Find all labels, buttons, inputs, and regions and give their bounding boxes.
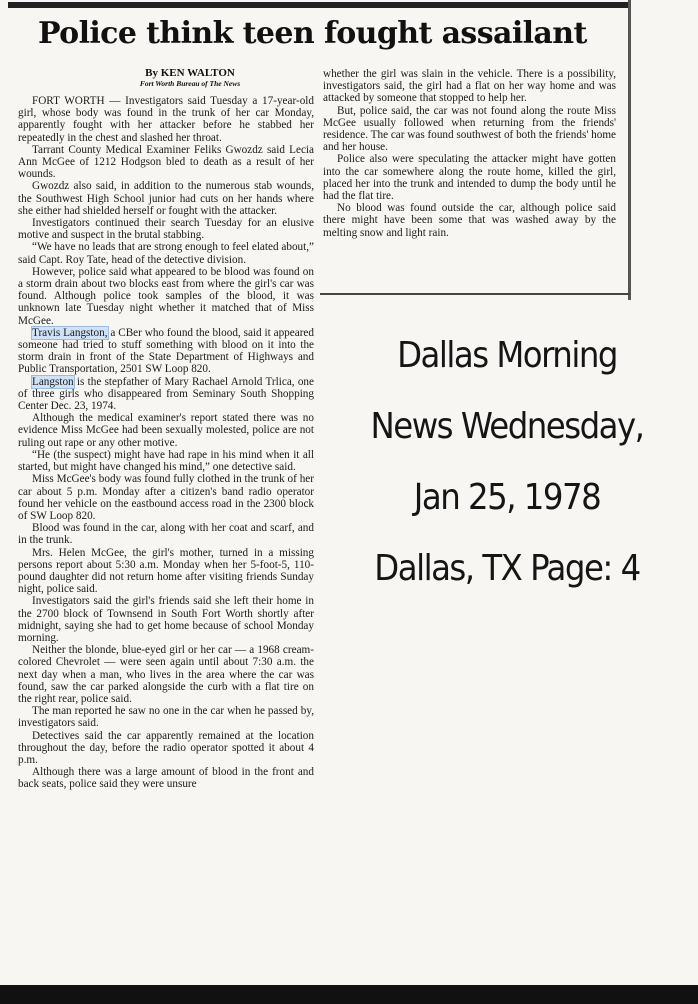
highlight-travis-langston[interactable]: Travis Langston,	[32, 326, 108, 339]
article-column-right	[323, 68, 616, 239]
paragraph-langston	[18, 376, 314, 413]
byline	[100, 67, 280, 88]
paragraph-travis	[18, 327, 314, 376]
paragraph-text: is the stepfather of Mary Rachael Arnold Trlica, one of three girls who disappeared from Seminary South Shopping Center Dec. 23, 1974.	[18, 375, 314, 413]
article-column-left	[18, 95, 314, 791]
section-rule	[320, 293, 630, 295]
paragraph: Blood was found in the car, along with her coat and scarf, and in the trunk.	[18, 522, 314, 547]
paragraph-text: a CBer who found the blood, said it appeared someone had tried to stuff something with blood on it into the storm drain in front of the State Department of Highways and Public Transportation, 2501 SW Loop 820.	[18, 326, 314, 376]
paragraph: Police also were speculating the attacker might have gotten into the car somewhere along the route home, killed the girl, placed her into the trunk and intended to dump the body until he had the flat tire.	[323, 153, 616, 203]
handwritten-source-note	[316, 320, 698, 604]
column-rule	[628, 0, 631, 300]
paragraph: “We have no leads that are strong enough to feel elated about,” said Capt. Roy Tate, head of the detective division.	[18, 241, 314, 266]
paragraph: Investigators continued their search Tuesday for an elusive motive and suspect in the brutal stabbing.	[18, 217, 314, 242]
paragraph: No blood was found outside the car, although police said there might have been some that was washed away by the melting snow and light rain.	[323, 202, 616, 239]
paragraph: “He (the suspect) might have had rape in his mind when it all started, but might have changed his mind,” one detective said.	[18, 448, 314, 474]
paragraph: Although there was a large amount of blood in the front and back seats, police said they were unsure	[18, 766, 314, 791]
headline: Police think teen fought assailant	[38, 16, 587, 51]
note-line: News Wednesday,	[370, 406, 644, 447]
byline-bureau: Fort Worth Bureau of The News	[139, 79, 241, 88]
paragraph: Gwozdz also said, in addition to the numerous stab wounds, the Southwest High School junior had cuts on her hands where she either had shielded herself or fought with the attacker.	[18, 180, 314, 217]
paragraph: Neither the blonde, blue-eyed girl or her car — a 1968 cream-colored Chevrolet — were seen again until about 7:30 a.m. the next day when a man, who lives in the area where the car was found, saw the car parked alongside the curb with a flat tire on the right rear, police said.	[18, 644, 314, 705]
paragraph: The man reported he saw no one in the car when he passed by, investigators said.	[18, 705, 314, 730]
note-line: Dallas Morning	[397, 335, 617, 376]
paragraph: However, police said what appeared to be blood was found on a storm drain about two blocks east from where the girl's car was found. Although police took samples of the blood, it was unknown late Tuesday night whether it matched that of Miss McGee.	[18, 265, 314, 327]
paragraph: whether the girl was slain in the vehicle. There is a possibility, investigators said, the girl had a flat on her way home and was attacked by someone that stopped to help her.	[323, 68, 616, 105]
bottom-shadow	[0, 985, 698, 1004]
paragraph: But, police said, the car was not found along the route Miss McGee usually followed when returning from the friends' residence. The car was found southwest of both the friends' home and her house.	[323, 104, 616, 154]
note-line: Dallas, TX Page: 4	[374, 548, 640, 589]
paragraph: Detectives said the car apparently remained at the location throughout the day, before the radio operator spotted it about 4 p.m.	[18, 729, 314, 766]
top-rule	[8, 2, 628, 8]
paragraph: Although the medical examiner's report stated there was no evidence Miss McGee had been sexually molested, police are not ruling out rape or any other motive.	[18, 412, 314, 449]
byline-author: By KEN WALTON	[145, 67, 235, 79]
paragraph: FORT WORTH — Investigators said Tuesday a 17-year-old girl, whose body was found in the trunk of her car Monday, apparently fought with her attacker before he stabbed her repeatedly in the chest and slashed her throat.	[18, 95, 314, 144]
paragraph: Investigators said the girl's friends said she left their home in the 2700 block of Townsend in South Fort Worth shortly after midnight, saying she had to get home because of school Monday morning.	[18, 595, 314, 644]
paragraph: Mrs. Helen McGee, the girl's mother, turned in a missing persons report about 5:30 a.m. Monday when her 5-foot-5, 110-pound daughter did not return home after visiting friends Sunday night, police said.	[18, 546, 314, 596]
note-line: Jan 25, 1978	[413, 477, 601, 518]
paragraph: Tarrant County Medical Examiner Feliks Gwozdz said Lecia Ann McGee of 1212 Hodgson bled to death as a result of her wounds.	[18, 143, 314, 181]
paragraph: Miss McGee's body was found fully clothed in the trunk of her car about 5 p.m. Monday after a citizen's band radio operator found her vehicle on the eastbound access road in the 2300 block of SW Loop 820.	[18, 473, 314, 522]
highlight-langston[interactable]: Langston	[32, 375, 74, 388]
